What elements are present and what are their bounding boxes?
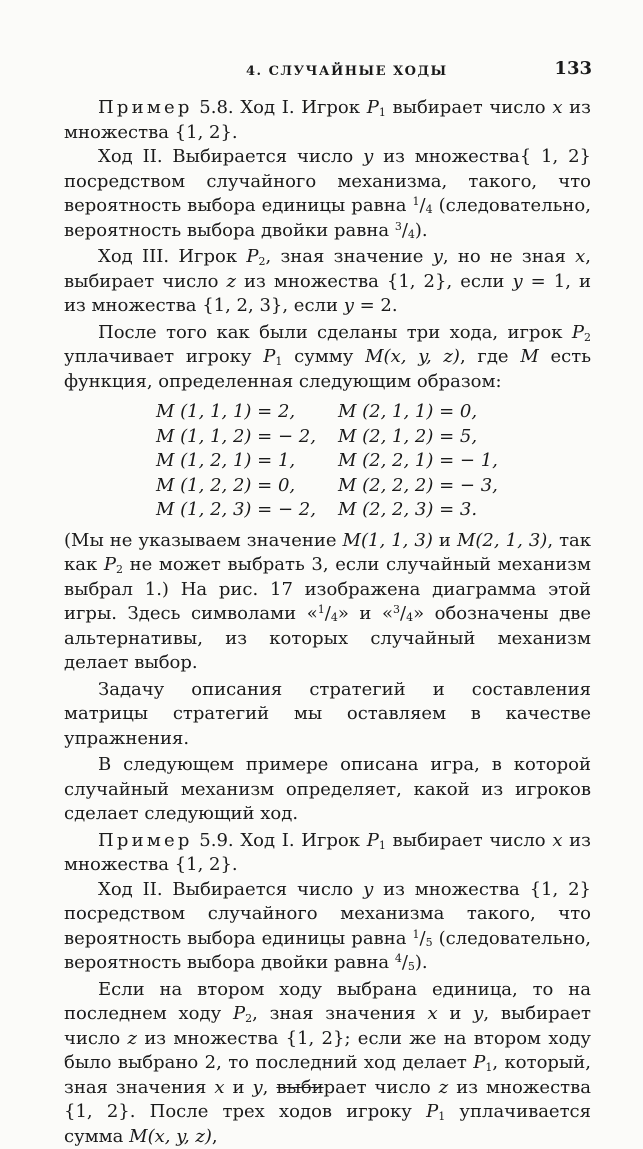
struck-text: выби — [276, 1077, 323, 1098]
page-body — [64, 96, 591, 1149]
next-example-intro: В следующем примере описана игра, в которой случайный механизм определяет, какой из игроков сделает следующий ход. — [64, 753, 591, 827]
example-5-8-payment: После того как были сделаны три хода, игрок $P_2$ уплачивает игроку $P_1$ сумму M(x, y, z), где M есть функция, определенная следующим образом: — [64, 321, 591, 395]
table-row: M (1, 2, 1) = 1, M (2, 2, 1) = − 1, — [156, 449, 520, 474]
example-5-8-move-3: Ход III. Игрок $P_2$, зная значение y, но не зная x, выбирает число z из множества {1, 2}, если y = 1, и из множества {1, 2, 3}, если y = 2. — [64, 245, 591, 319]
example-5-8-move-1: Пример 5.8. Ход I. Игрок $P_1$ выбирает число x из множества {1, 2}. — [64, 96, 591, 145]
fraction-three-quarters: $^3/_4$ — [395, 220, 415, 241]
page-header — [60, 58, 592, 88]
payoff-table — [156, 400, 520, 523]
table-row: M (1, 1, 2) = − 2, M (2, 1, 2) = 5, — [156, 425, 520, 450]
example-5-9-last-move: Если на втором ходу выбрана единица, то на последнем ходу $P_2$, зная значения x и y, выбирает число z из множества {1, 2}; если же на втором ходу было выбрано 2, то последний ход делает $P_1$, который, зная значения x и y, выбирает число z из множества {1, 2}. После трех ходов игроку $P_1$ уплачивается сумма M(x, y, z), — [64, 978, 591, 1149]
example-5-8-move-2: Ход II. Выбирается число y из множества{ 1, 2} посредством случайного механизма, такого, что вероятность выбора единицы равна $^1/_4$ (следовательно, вероятность выбора двойки равна $^3/_4$). — [64, 145, 591, 243]
running-title: 4. СЛУЧАЙНЫЕ ХОДЫ — [246, 64, 448, 79]
fraction-one-quarter: $^1/_4$ — [412, 195, 432, 216]
omitted-values-note: (Мы не указываем значение M(1, 1, 3) и M(2, 1, 3), так как $P_2$ не может выбрать 3, если случайный механизм выбрал 1.) На рис. 17 изображена диаграмма этой игры. Здесь символами «$^1/_4$» и «$^3/_4$» обозначены две альтернативы, из которых случайный механизм делает выбор. — [64, 529, 591, 676]
fraction-four-fifths: $^4/_5$ — [395, 952, 415, 973]
example-5-9-move-1: Пример 5.9. Ход I. Игрок $P_1$ выбирает число x из множества {1, 2}. — [64, 829, 591, 878]
table-row: M (1, 2, 3) = − 2, M (2, 2, 3) = 3. — [156, 498, 520, 523]
page-number: 133 — [554, 58, 592, 79]
table-row: M (1, 1, 1) = 2, M (2, 1, 1) = 0, — [156, 400, 520, 425]
table-row: M (1, 2, 2) = 0, M (2, 2, 2) = − 3, — [156, 474, 520, 499]
exercise-paragraph: Задачу описания стратегий и составления матрицы стратегий мы оставляем в качестве упражнения. — [64, 678, 591, 752]
example-5-9-move-2: Ход II. Выбирается число y из множества {1, 2} посредством случайного механизма такого, что вероятность выбора единицы равна $^1/_5$ (следовательно, вероятность выбора двойки равна $^4/_5$). — [64, 878, 591, 976]
fraction-one-fifth: $^1/_5$ — [412, 928, 432, 949]
